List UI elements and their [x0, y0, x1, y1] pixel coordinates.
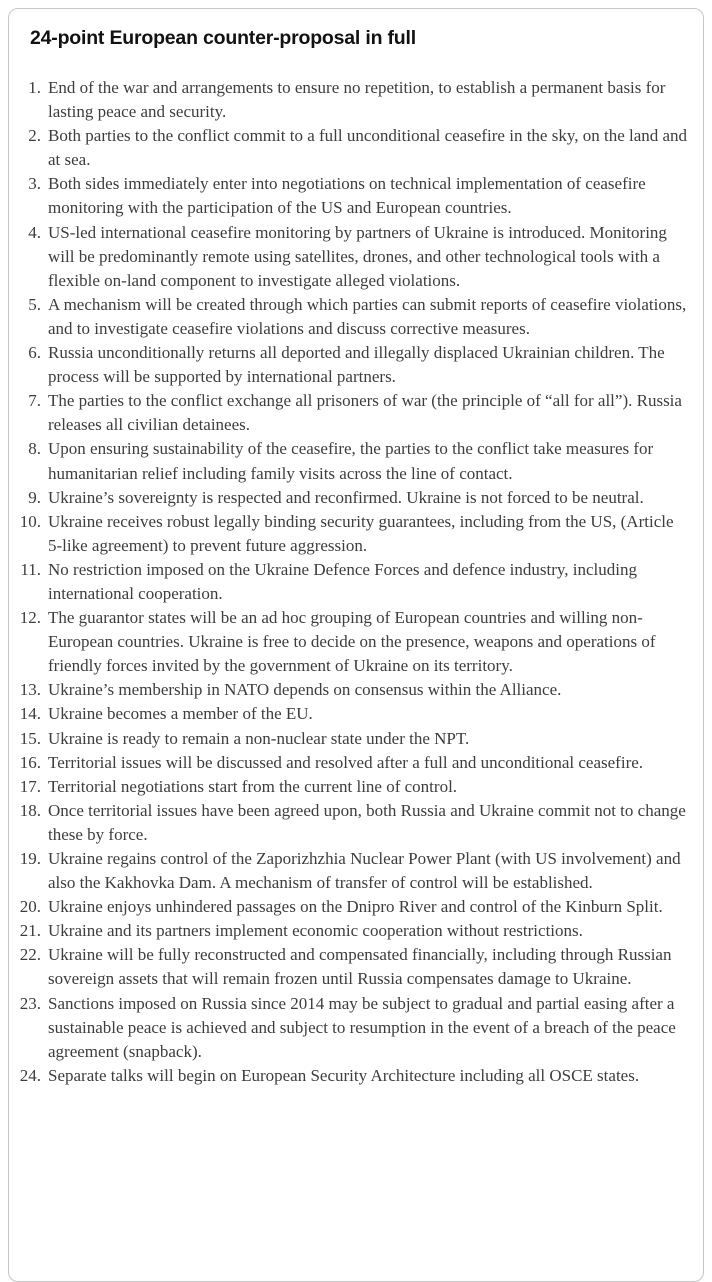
list-item	[9, 486, 703, 510]
list-item-text: End of the war and arrangements to ensure no repetition, to establish a permanent basis for lasting peace and security.	[48, 78, 666, 122]
list-item-text: Territorial issues will be discussed and resolved after a full and unconditional ceasefire.	[48, 752, 644, 772]
list-item-text: Sanctions imposed on Russia since 2014 may be subject to gradual and partial easing after a sustainable peace is achieved and subject to resumption in the event of a breach of the peace agreement (snapback).	[48, 993, 676, 1061]
list-item-number: 23.	[19, 993, 41, 1013]
list-item	[9, 847, 703, 895]
list-item-text: Upon ensuring sustainability of the ceasefire, the parties to the conflict take measures for humanitarian relief including family visits across the line of contact.	[48, 439, 654, 483]
panel-title: 24-point European counter-proposal in full	[30, 27, 416, 49]
list-item	[9, 437, 703, 485]
list-item-number: 24.	[19, 1065, 41, 1085]
list-item	[9, 992, 703, 1064]
list-item-number: 7.	[28, 391, 41, 411]
list-item	[9, 124, 703, 172]
list-item	[9, 389, 703, 437]
list-item	[9, 1064, 703, 1088]
list-item-text: A mechanism will be created through which parties can submit reports of ceasefire violations, and to investigate ceasefire violations and discuss corrective measures.	[48, 294, 687, 338]
list-item-number: 11.	[20, 559, 41, 579]
list-item-number: 19.	[19, 849, 41, 868]
list-item-number: 15.	[19, 728, 41, 748]
list-item-number: 22.	[19, 945, 41, 965]
list-item-number: 12.	[19, 608, 41, 628]
list-item	[9, 727, 703, 751]
list-item	[9, 775, 703, 799]
list-item-text: Separate talks will begin on European Security Architecture including all OSCE states.	[48, 1065, 640, 1085]
list-item-number: 21.	[19, 921, 41, 941]
list-item-number: 20.	[19, 897, 41, 917]
list-item-number: 17.	[19, 776, 41, 796]
list-item	[9, 341, 703, 389]
list-item	[9, 76, 703, 124]
list-item	[9, 919, 703, 943]
list-item-text: Ukraine regains control of the Zaporizhzhia Nuclear Power Plant (with US involvement) and also the Kakhovka Dam. A mechanism of transfer of control will be established.	[48, 849, 681, 893]
list-item-number: 16.	[19, 752, 41, 772]
list-item-number: 10.	[19, 511, 41, 531]
list-item-number: 4.	[28, 222, 41, 242]
list-item	[9, 510, 703, 558]
list-item-text: Ukraine enjoys unhindered passages on the Dnipro River and control of the Kinburn Split.	[48, 897, 663, 917]
list-item-number: 9.	[28, 487, 41, 507]
list-item-text: The guarantor states will be an ad hoc grouping of European countries and willing non-European countries. Ukraine is free to decide on the presence, weapons and operations of friendly forces invited by the government of Ukraine on its territory.	[48, 608, 656, 676]
list-item-number: 18.	[19, 800, 41, 820]
list-item-number: 1.	[28, 78, 41, 97]
list-item	[9, 172, 703, 220]
list-item-number: 3.	[28, 174, 41, 194]
list-item-text: Once territorial issues have been agreed upon, both Russia and Ukraine commit not to change these by force.	[48, 800, 686, 844]
list-item-text: Ukraine and its partners implement economic cooperation without restrictions.	[48, 921, 583, 941]
list-item-text: No restriction imposed on the Ukraine Defence Forces and defence industry, including international cooperation.	[48, 559, 637, 603]
list-item	[9, 678, 703, 702]
proposal-panel	[8, 8, 704, 1282]
list-item	[9, 943, 703, 991]
list-item-text: Ukraine becomes a member of the EU.	[48, 704, 313, 724]
list-item-number: 8.	[28, 439, 41, 459]
list-item-text: Territorial negotiations start from the current line of control.	[48, 776, 458, 796]
list-item-text: Ukraine’s membership in NATO depends on consensus within the Alliance.	[48, 680, 562, 700]
list-item	[9, 895, 703, 919]
list-item-number: 2.	[28, 126, 41, 146]
list-item	[9, 221, 703, 293]
list-item	[9, 558, 703, 606]
list-item-number: 13.	[19, 680, 41, 700]
list-item-number: 6.	[28, 343, 41, 363]
list-item	[9, 799, 703, 847]
list-item-text: The parties to the conflict exchange all prisoners of war (the principle of “all for all”). Russia releases all civilian detainees.	[48, 391, 682, 435]
list-item-number: 5.	[28, 294, 41, 314]
list-item-text: Ukraine is ready to remain a non-nuclear state under the NPT.	[48, 728, 470, 748]
list-item-number: 14.	[19, 704, 41, 724]
list-item-text: Ukraine’s sovereignty is respected and reconfirmed. Ukraine is not forced to be neutral.	[48, 487, 644, 507]
list-item-text: Both parties to the conflict commit to a full unconditional ceasefire in the sky, on the land and at sea.	[48, 126, 688, 170]
list-item	[9, 702, 703, 726]
list-item	[9, 751, 703, 775]
list-item-text: Ukraine receives robust legally binding security guarantees, including from the US, (Article 5-like agreement) to prevent future aggression.	[48, 511, 674, 555]
list-item	[9, 293, 703, 341]
list-item-text: Ukraine will be fully reconstructed and compensated financially, including through Russian sovereign assets that will remain frozen until Russia compensates damage to Ukraine.	[48, 945, 672, 989]
proposal-list	[9, 76, 703, 1088]
list-item-text: US-led international ceasefire monitoring by partners of Ukraine is introduced. Monitoring will be predominantly remote using satellites, drones, and other technological tools with a flexible on-land component to investigate alleged violations.	[48, 222, 667, 290]
list-item-text: Russia unconditionally returns all deported and illegally displaced Ukrainian children. The process will be supported by international partners.	[48, 343, 665, 387]
list-item	[9, 606, 703, 678]
list-item-text: Both sides immediately enter into negotiations on technical implementation of ceasefire monitoring with the participation of the US and European countries.	[48, 174, 646, 218]
